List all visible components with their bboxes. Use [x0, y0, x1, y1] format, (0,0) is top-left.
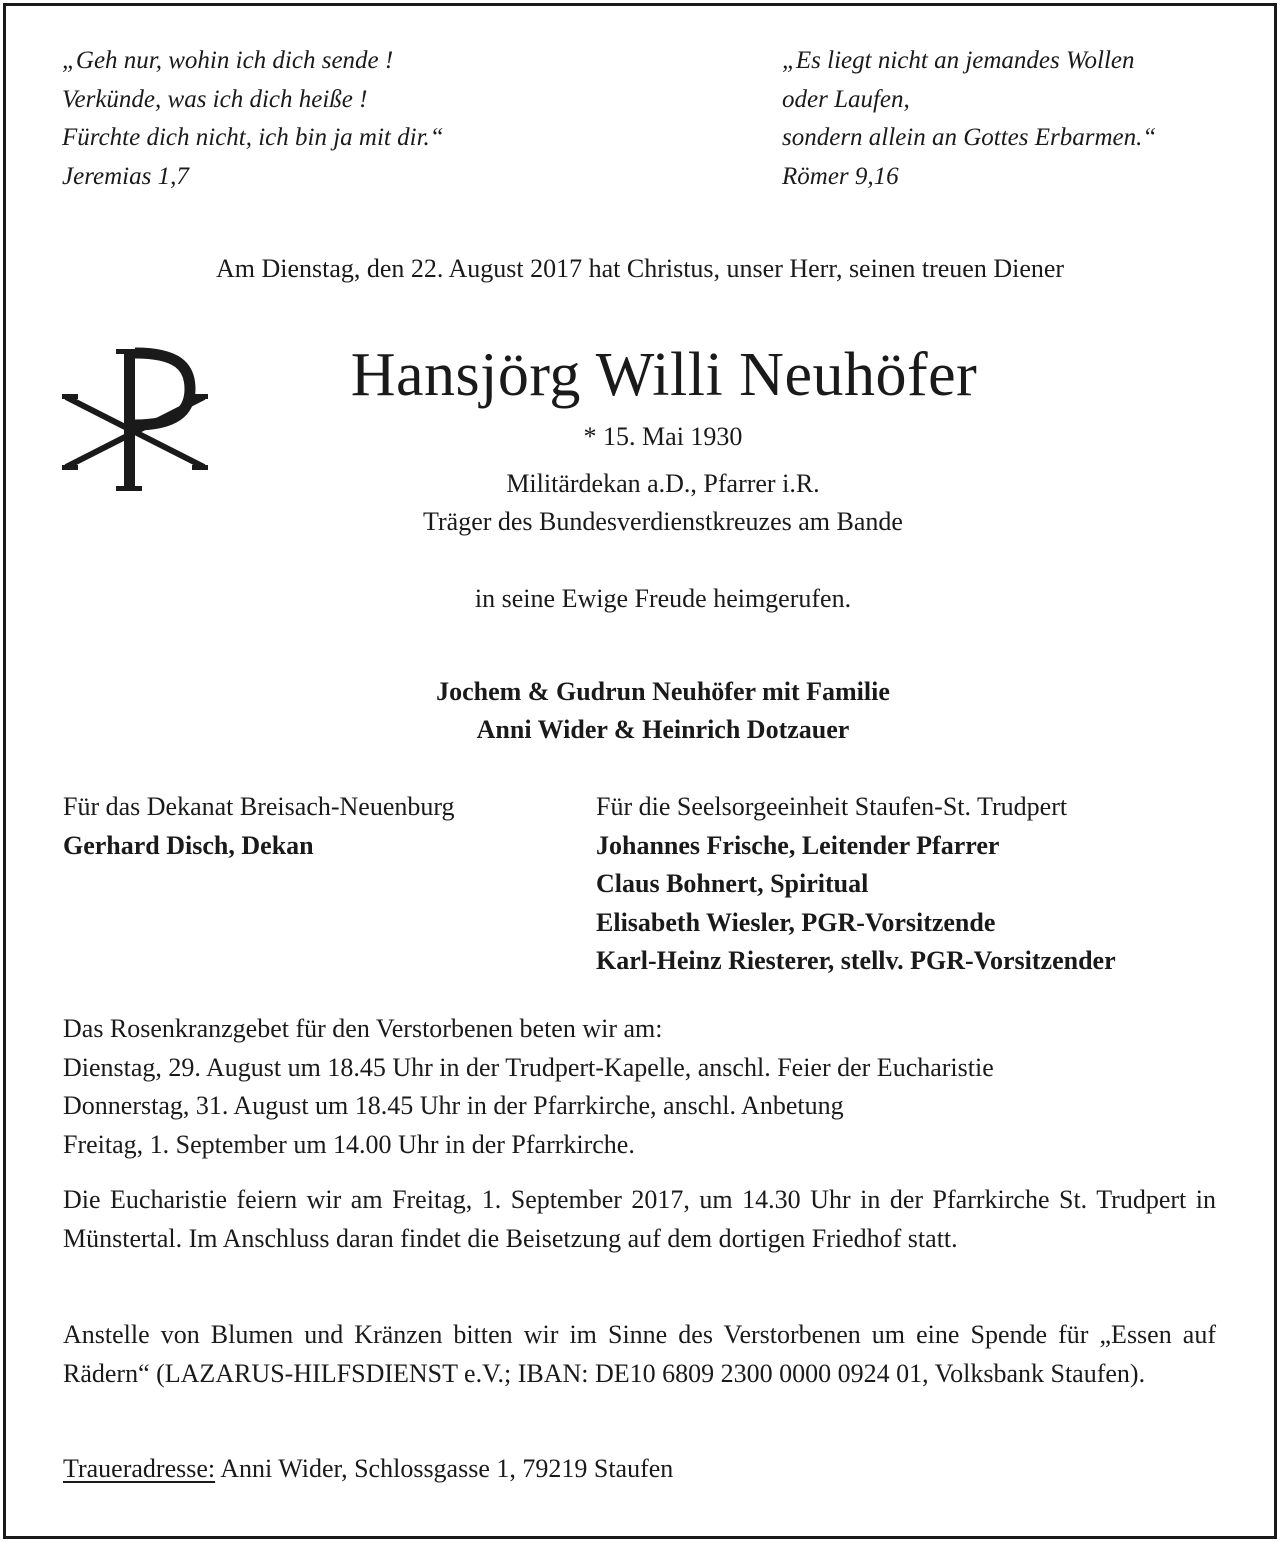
parish-heading: Für die Seelsorgeeinheit Staufen-St. Trudpert: [596, 792, 1068, 821]
quote-left: [62, 42, 444, 196]
rosary-date: Donnerstag, 31. August um 18.45 Uhr in der Pfarrkirche, anschl. Anbetung: [63, 1091, 844, 1120]
quote-right-line: oder Laufen,: [782, 85, 910, 113]
rosary-block: [63, 1010, 994, 1164]
rosary-intro: Das Rosenkranzgebet für den Verstorbenen beten wir am:: [63, 1014, 663, 1043]
notice-border: [3, 3, 1277, 1539]
parish-signer: Elisabeth Wiesler, PGR-Vorsitzende: [596, 907, 996, 937]
deceased-title: Träger des Bundesverdienstkreuzes am Bande: [423, 507, 903, 536]
family-line: Anni Wider & Heinrich Dotzauer: [476, 715, 850, 744]
parish-signer: Johannes Frische, Leitender Pfarrer: [596, 830, 1000, 860]
family-line: Jochem & Gudrun Neuhöfer mit Familie: [436, 677, 890, 706]
rosary-date: Freitag, 1. September um 14.00 Uhr in der Pfarrkirche.: [63, 1129, 635, 1159]
address-label: Traueradresse:: [63, 1454, 216, 1483]
quote-right-reference: Römer 9,16: [782, 162, 899, 190]
parish-signer: Claus Bohnert, Spiritual: [596, 869, 869, 898]
deceased-title: Militärdekan a.D., Pfarrer i.R.: [506, 469, 820, 498]
address-value: Anni Wider, Schlossgasse 1, 79219 Staufen: [220, 1454, 674, 1483]
quote-right-line: „Es liegt nicht an jemandes Wollen: [782, 47, 1135, 74]
birth-date: * 15. Mai 1930: [583, 422, 743, 451]
quote-left-line: Verkünde, was ich dich heiße !: [62, 85, 368, 113]
quote-right-line: sondern allein an Gottes Erbarmen.“: [782, 124, 1157, 151]
quote-right: [782, 42, 1156, 196]
deanery-heading: Für das Dekanat Breisach-Neuenburg: [63, 792, 455, 821]
donation-paragraph: Anstelle von Blumen und Kränzen bitten wir im Sinne des Verstorbenen um eine Spende für „Essen auf Rädern“ (LAZARUS-HILFSDIENST e.V.; IBAN: DE10 6809 2300 0000 0924 01, Volksbank Staufen).: [63, 1320, 1216, 1388]
called-home-text: in seine Ewige Freude heimgerufen.: [474, 584, 852, 613]
quote-left-line: „Geh nur, wohin ich dich sende !: [62, 47, 394, 74]
quote-left-line: Fürchte dich nicht, ich bin ja mit dir.“: [62, 124, 444, 151]
parish-block: [596, 788, 1116, 981]
deanery-block: [63, 788, 455, 865]
mourning-address: [63, 1450, 673, 1489]
parish-signer: Karl-Heinz Riesterer, stellv. PGR-Vorsitzender: [596, 946, 1116, 975]
eucharist-paragraph: Die Eucharistie feiern wir am Freitag, 1. September 2017, um 14.30 Uhr in der Pfarrkirche St. Trudpert in Münstertal. Im Anschluss daran findet die Beisetzung auf dem dortigen Friedhof statt.: [63, 1185, 1216, 1253]
deceased-name: Hansjörg Willi Neuhöfer: [350, 341, 978, 409]
quote-left-reference: Jeremias 1,7: [62, 162, 189, 190]
intro-text: Am Dienstag, den 22. August 2017 hat Christus, unser Herr, seinen treuen Diener: [215, 254, 1065, 283]
rosary-date: Dienstag, 29. August um 18.45 Uhr in der Trudpert-Kapelle, anschl. Feier der Eucharistie: [63, 1052, 994, 1082]
deanery-signer: Gerhard Disch, Dekan: [63, 830, 314, 860]
